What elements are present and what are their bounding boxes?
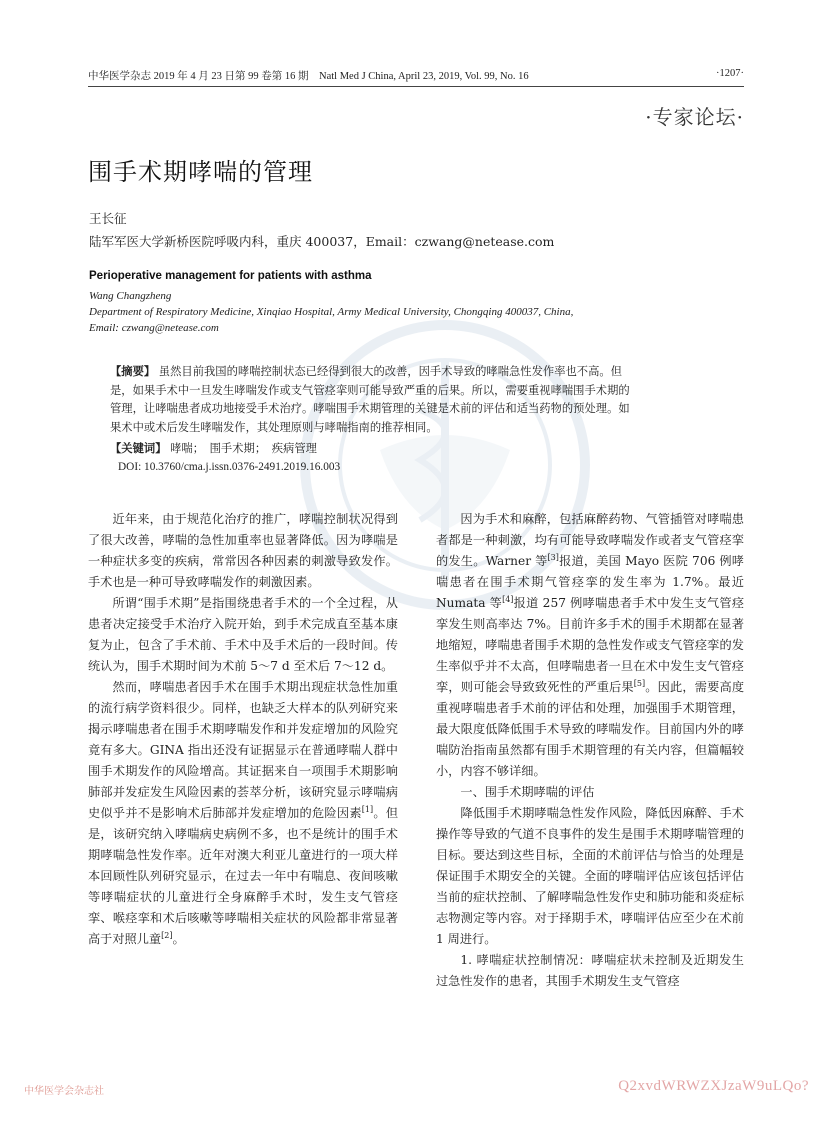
citation: [2] (161, 930, 173, 940)
paragraph: 然而，哮喘患者因手术在围手术期出现症状急性加重的流行病学资料很少。同样，也缺乏大样本的队列研究来揭示哮喘患者在围手术期哮喘发作和并发症增加的风险究竟有多大。GINA 指出还没有证据显示在普通哮喘人群中围手术期发作的风险增高。其证据来自一项围手术期影响肺部并发症发生风险因素的荟萃分析，该研究显示哮喘病史似乎并不是影响术后肺部并发症增加的危险因素[1]。但是，该研究纳入哮喘病史病例不多，也不是统计的围手术期哮喘急性发作率。近年对澳大利亚儿童进行的一项大样本回顾性队列研究显示，在过去一年中有喘息、夜间咳嗽等哮喘症状的儿童进行全身麻醉手术时，发生支气管痉挛、喉痉挛和术后咳嗽等哮喘相关症状的风险都非常显著高于对照儿童[2]。 (88, 680, 399, 946)
english-title: Perioperative management for patients with asthma (89, 270, 372, 282)
paragraph: 因为手术和麻醉，包括麻醉药物、气管插管对哮喘患者都是一种刺激，均有可能导致哮喘发作或者支气管痉挛的发生。Warner 等[3]报道，美国 Mayo 医院 706 例哮喘患者在围手术期气管痉挛的发生率为 1.7%。最近 Numata 等[4]报道 257 例哮喘患者手术中发生支气管痉挛发生则高率达 7%。目前许多手术的围手术期都在显著地缩短，哮喘患者围手术期的急性发作或支气管痉挛的发生率似乎并不太高，但哮喘患者一旦在术中发生支气管痉挛，则可能会导致致死性的严重后果[5]。因此，需要高度重视哮喘患者手术前的评估和处理，加强围手术期管理，最大限度低降低围手术导致的哮喘发作。目前国内外的哮喘防治指南虽然都有围手术期管理的有关内容，但篇幅较小，内容不够详细。 (436, 512, 745, 778)
author-name: 王长征 (89, 211, 127, 226)
citation: [3] (547, 552, 559, 562)
doi: DOI: 10.3760/cma.j.issn.0376-2491.2019.16.003 (118, 461, 341, 473)
paragraph: 所谓“围手术期”是指围绕患者手术的一个全过程，从患者决定接受手术治疗入院开始，到手术完成直至基本康复为止，包含了手术前、手术中及手术后的一段时间。传统认为，围手术期时间为术前 5～7 d 至术后 7～12 d。 (88, 596, 398, 673)
page-number: ·1207· (716, 68, 744, 79)
section-heading: 一、围手术期哮喘的评估 (460, 785, 595, 799)
body-column-right (436, 509, 744, 992)
keywords-label: 【关键词】 (110, 441, 167, 455)
english-author-block (89, 288, 629, 336)
header-rule (88, 86, 744, 87)
abstract-text: 虽然目前我国的哮喘控制状态已经得到很大的改善，因手术导致的哮喘急性发作率也不高。但是，如果手术中一旦发生哮喘发作或支气管痉挛则可能导致严重的后果。所以，需要重视哮喘围手术期的管理，让哮喘患者成功地接受手术治疗。哮喘围手术期管理的关键是术前的评估和适当药物的预处理。如果术中或术后发生哮喘发作，其处理原则与哮喘指南的推荐相同。 (110, 365, 630, 434)
abstract-label: 【摘要】 (110, 364, 156, 378)
abstract (110, 362, 630, 437)
watermark-id: Q2xvdWRWZXJzaW9uLQo? (618, 1078, 809, 1094)
paragraph: 降低围手术期哮喘急性发作风险，降低因麻醉、手术操作等导致的气道不良事件的发生是围手术期哮喘管理的目标。要达到这些目标，全面的术前评估与恰当的处理是保证围手术期安全的关键。全面的哮喘评估应该包括评估当前的症状控制、了解哮喘急性发作史和肺功能和炎症标志物测定等内容。对于择期手术，哮喘评估应至少在术前 1 周进行。 (436, 806, 744, 946)
journal-citation: 中华医学杂志 2019 年 4 月 23 日第 99 卷第 16 期 Natl Med J China, April 23, 2019, Vol. 99, No. 16 (88, 71, 529, 82)
body-column-left (88, 509, 398, 950)
citation: [4] (502, 594, 514, 604)
citation: [1] (361, 804, 374, 814)
keywords (110, 440, 317, 456)
paragraph: 1. 哮喘症状控制情况：哮喘症状未控制及近期发生过急性发作的患者，其围手术期发生支气管痉 (436, 953, 744, 988)
keywords-text: 哮喘； 围手术期； 疾病管理 (170, 442, 317, 455)
column-label: ·专家论坛· (645, 105, 744, 129)
paragraph: 近年来，由于规范化治疗的推广，哮喘控制状况得到了很大改善，哮喘的急性加重率也显著降低。因为哮喘是一种症状多变的疾病，常常因各种因素的刺激导致发作。手术也是一种可导致哮喘发作的刺激因素。 (88, 512, 398, 589)
english-department: Department of Respiratory Medicine, Xinqiao Hospital, Army Medical University, Chongqing 400037, China, (89, 306, 574, 318)
publisher-logo: 中华医学会杂志社 (24, 1086, 104, 1097)
author-affiliation: 陆军军医大学新桥医院呼吸内科，重庆 400037，Email：czwang@netease.com (89, 234, 555, 249)
citation: [5] (633, 678, 646, 688)
english-email: Email: czwang@netease.com (89, 322, 219, 334)
english-author: Wang Changzheng (89, 290, 172, 302)
article-title: 围手术期哮喘的管理 (88, 158, 313, 186)
